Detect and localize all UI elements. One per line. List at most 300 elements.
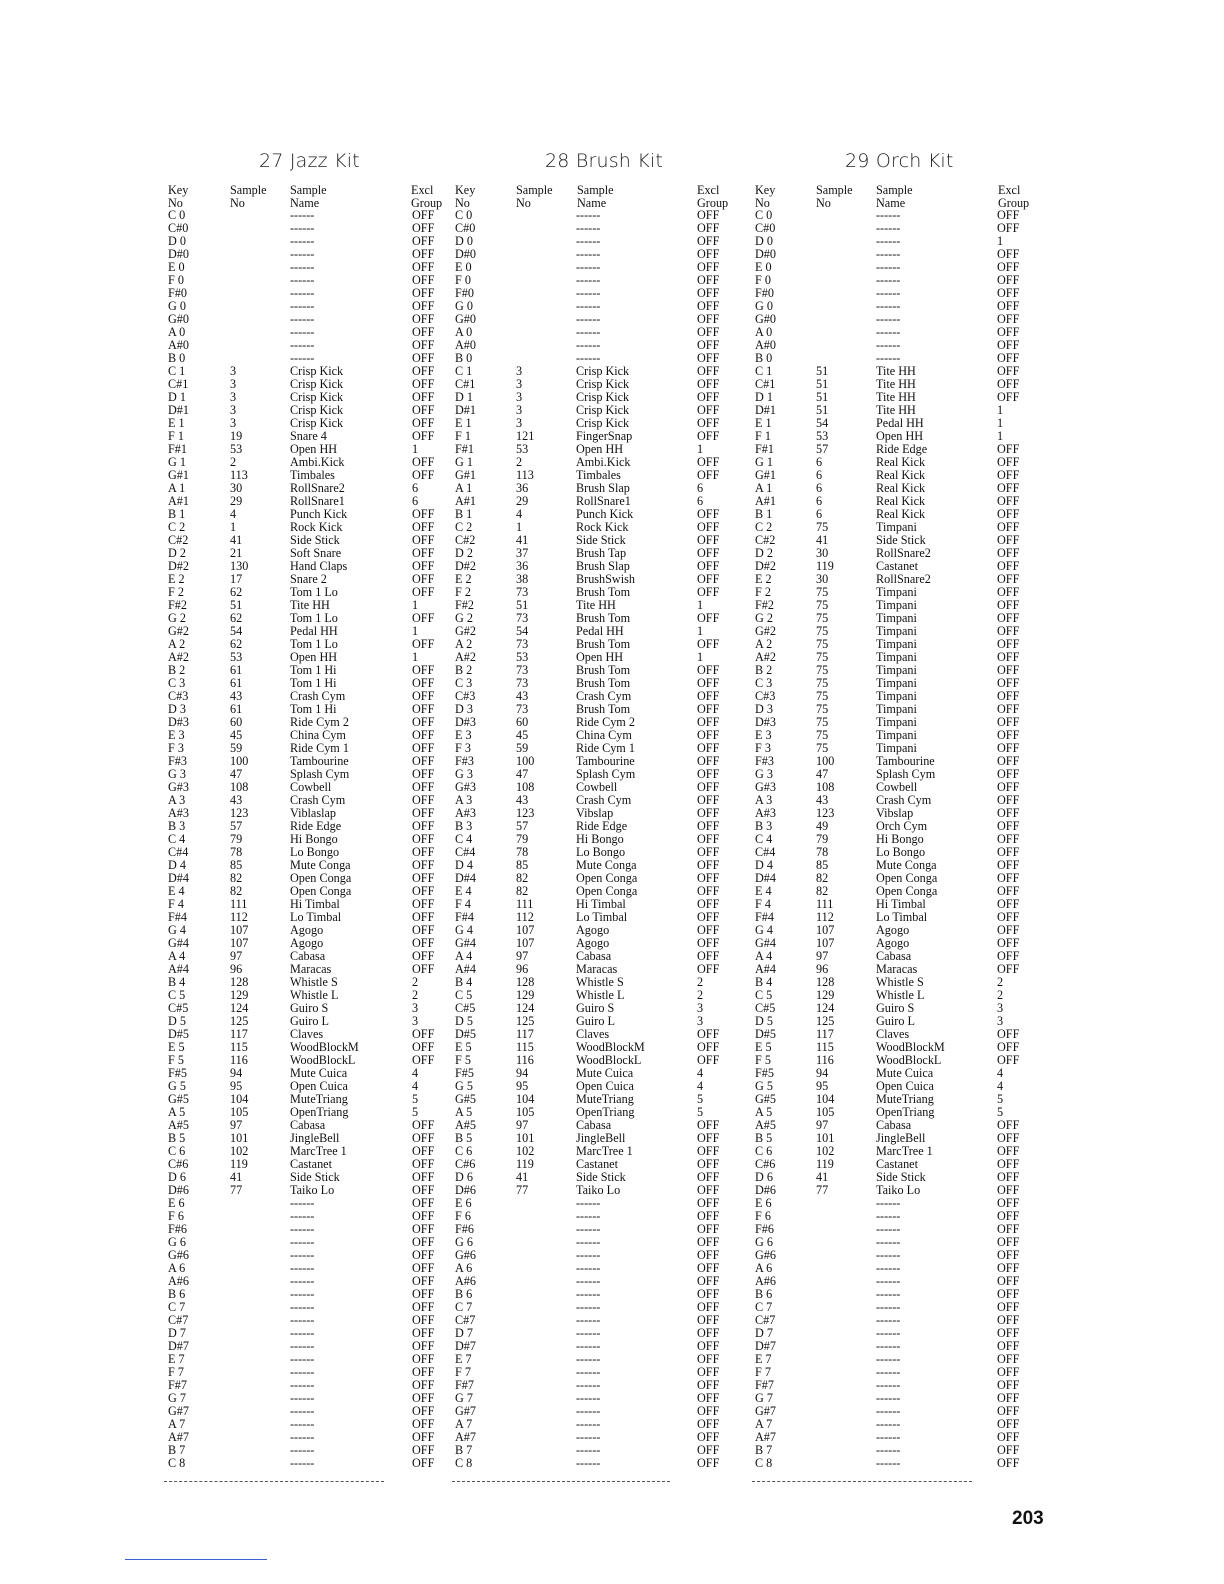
sample-name-cell: Ride Cym 1: [576, 741, 635, 755]
sample-no-cell: 129: [816, 988, 835, 1002]
key-cell: B 4: [755, 975, 773, 989]
sample-no-cell: 6: [816, 507, 823, 521]
key-cell: C#6: [455, 1157, 476, 1171]
sample-name-cell: Open Conga: [876, 884, 938, 898]
sample-name-cell: Crash Cym: [576, 793, 632, 807]
key-cell: F 2: [455, 585, 471, 599]
sample-no-cell: [230, 1366, 248, 1379]
sample-no-cell: 75: [816, 611, 829, 625]
excl-group-cell: OFF: [997, 442, 1020, 456]
sample-no-cell: [816, 235, 834, 248]
sample-name-cell: Cowbell: [876, 780, 918, 794]
sample-no-cell: 112: [816, 910, 834, 924]
sample-no-cell: 96: [230, 962, 243, 976]
excl-group-cell: OFF: [997, 1248, 1020, 1262]
excl-group-cell: 4: [997, 1066, 1004, 1080]
excl-group-cell: OFF: [697, 507, 720, 521]
sample-no-cell: [230, 1314, 248, 1327]
sample-name-cell: ------: [290, 1352, 315, 1366]
sample-name-cell: OpenTriang: [876, 1105, 935, 1119]
sample-no-cell: 128: [816, 975, 835, 989]
key-cell: A 5: [755, 1105, 773, 1119]
excl-group-cell: OFF: [697, 663, 720, 677]
sample-no-cell: 82: [816, 884, 829, 898]
key-cell: G 4: [755, 923, 773, 937]
sample-no-cell: 75: [816, 676, 829, 690]
excl-group-cell: OFF: [412, 299, 435, 313]
excl-group-cell: OFF: [412, 962, 435, 976]
sample-name-cell: Timpani: [876, 611, 917, 625]
sample-name-cell: ------: [576, 1235, 601, 1249]
sample-name-cell: ------: [576, 1430, 601, 1444]
sample-no-cell: 75: [816, 585, 829, 599]
sample-name-cell: Lo Timbal: [576, 910, 628, 924]
sample-name-cell: Open Conga: [576, 871, 638, 885]
excl-group-cell: OFF: [412, 871, 435, 885]
sample-name-cell: Lo Timbal: [876, 910, 928, 924]
sample-name-cell: Tite HH: [876, 377, 916, 391]
excl-group-cell: OFF: [997, 845, 1020, 859]
excl-group-cell: OFF: [412, 741, 435, 755]
key-cell: A#6: [755, 1274, 776, 1288]
excl-group-cell: OFF: [697, 1170, 720, 1184]
key-cell: D#3: [168, 715, 189, 729]
key-cell: F 5: [168, 1053, 184, 1067]
sample-no-column: [516, 183, 534, 1470]
key-cell: G#4: [168, 936, 189, 950]
sample-name-cell: Claves: [290, 1027, 324, 1041]
sample-name-cell: Taiko Lo: [290, 1183, 335, 1197]
sample-name-cell: RollSnare2: [290, 481, 345, 495]
excl-group-cell: OFF: [697, 715, 720, 729]
sample-name-cell: ------: [576, 299, 601, 313]
key-cell: F 1: [455, 429, 471, 443]
key-cell: C 4: [455, 832, 473, 846]
sample-no-cell: [816, 274, 834, 287]
key-cell: F 6: [455, 1209, 471, 1223]
excl-group-cell: 1: [997, 429, 1004, 443]
sample-name-cell: China Cym: [290, 728, 346, 742]
key-cell: D#5: [455, 1027, 476, 1041]
excl-group-cell: OFF: [997, 1261, 1020, 1275]
key-cell: D 0: [168, 234, 186, 248]
excl-group-cell: OFF: [997, 1417, 1020, 1431]
sample-name-cell: Tom 1 Hi: [290, 702, 337, 716]
sample-name-cell: ------: [876, 1274, 901, 1288]
key-cell: G#0: [168, 312, 189, 326]
key-cell: F#7: [455, 1378, 474, 1392]
sample-no-cell: 43: [230, 689, 243, 703]
key-cell: C 2: [455, 520, 473, 534]
sample-no-cell: 112: [516, 910, 534, 924]
excl-group-cell: OFF: [412, 728, 435, 742]
excl-group-cell: OFF: [412, 1118, 435, 1132]
key-cell: G 1: [755, 455, 773, 469]
excl-group-cell: OFF: [412, 1274, 435, 1288]
sample-name-cell: ------: [290, 325, 315, 339]
sample-no-cell: 75: [816, 728, 829, 742]
sample-name-cell: ------: [290, 338, 315, 352]
key-cell: G 2: [755, 611, 773, 625]
excl-group-cell: OFF: [412, 312, 435, 326]
key-cell: D 2: [168, 546, 186, 560]
key-cell: D 5: [455, 1014, 473, 1028]
sample-name-cell: Real Kick: [876, 507, 926, 521]
sample-name-cell: Soft Snare: [290, 546, 342, 560]
sample-name-cell: Crash Cym: [876, 793, 932, 807]
sample-no-cell: 4: [230, 507, 237, 521]
sample-name-column: [876, 183, 945, 1470]
sample-name-cell: Crisp Kick: [576, 416, 630, 430]
excl-group-cell: OFF: [697, 468, 720, 482]
key-cell: D#2: [168, 559, 189, 573]
key-cell: C 6: [168, 1144, 186, 1158]
sample-no-cell: 41: [230, 1170, 243, 1184]
sample-name-cell: ------: [876, 1300, 901, 1314]
key-cell: D 0: [455, 234, 473, 248]
key-cell: C 5: [168, 988, 186, 1002]
sample-no-cell: [516, 1327, 534, 1340]
excl-group-cell: OFF: [412, 689, 435, 703]
excl-group-cell: OFF: [697, 897, 720, 911]
sample-name-cell: Tom 1 Lo: [290, 637, 338, 651]
key-cell: D#2: [455, 559, 476, 573]
excl-group-cell: 4: [697, 1066, 704, 1080]
sample-name-cell: Agogo: [876, 936, 910, 950]
sample-no-cell: 97: [516, 949, 529, 963]
sample-no-cell: 3: [230, 416, 237, 430]
excl-group-cell: OFF: [997, 1378, 1020, 1392]
sample-no-cell: 3: [516, 390, 523, 404]
excl-group-cell: OFF: [697, 260, 720, 274]
sample-name-cell: Brush Slap: [576, 481, 630, 495]
sample-name-cell: RollSnare1: [290, 494, 345, 508]
key-cell: G 0: [455, 299, 473, 313]
sample-name-cell: ------: [876, 260, 901, 274]
excl-group-cell: OFF: [997, 338, 1020, 352]
key-cell: B 3: [755, 819, 773, 833]
sample-no-cell: [516, 287, 534, 300]
sample-no-cell: [516, 1392, 534, 1405]
sample-name-cell: Tom 1 Hi: [290, 663, 337, 677]
sample-no-cell: [816, 1392, 834, 1405]
sample-no-cell: 30: [230, 481, 243, 495]
key-cell: D 3: [455, 702, 473, 716]
sample-no-cell: [230, 274, 248, 287]
sample-no-cell: [816, 1301, 834, 1314]
key-cell: G#7: [168, 1404, 189, 1418]
key-cell: A 7: [168, 1417, 186, 1431]
key-cell: G 2: [455, 611, 473, 625]
sample-name-cell: Timbales: [576, 468, 621, 482]
sample-no-cell: [816, 1340, 834, 1353]
sample-no-cell: 57: [816, 442, 829, 456]
sample-no-cell: [816, 287, 834, 300]
sample-name-cell: WoodBlockM: [576, 1040, 645, 1054]
key-cell: E 4: [168, 884, 185, 898]
excl-group-cell: OFF: [997, 1339, 1020, 1353]
sample-name-cell: OpenTriang: [576, 1105, 635, 1119]
excl-group-cell: 1: [412, 442, 419, 456]
key-cell: G 6: [455, 1235, 473, 1249]
excl-group-cell: OFF: [997, 312, 1020, 326]
excl-group-cell: OFF: [997, 1274, 1020, 1288]
sample-no-cell: [516, 1418, 534, 1431]
key-cell: C#0: [755, 221, 776, 235]
excl-group-cell: OFF: [697, 884, 720, 898]
sample-name-cell: Real Kick: [876, 455, 926, 469]
excl-group-cell: OFF: [697, 806, 720, 820]
key-cell: E 4: [755, 884, 772, 898]
key-cell: D 6: [455, 1170, 473, 1184]
header-sample-no: Sample No: [816, 183, 853, 210]
sample-no-cell: 3: [230, 403, 237, 417]
excl-group-cell: OFF: [412, 936, 435, 950]
sample-no-cell: 51: [816, 403, 829, 417]
key-cell: F 4: [455, 897, 471, 911]
key-cell: D 5: [168, 1014, 186, 1028]
sample-no-cell: [516, 1366, 534, 1379]
excl-group-cell: OFF: [412, 1131, 435, 1145]
key-cell: A#6: [455, 1274, 476, 1288]
sample-no-cell: 43: [230, 793, 243, 807]
sample-name-cell: Splash Cym: [576, 767, 636, 781]
sample-no-cell: 29: [516, 494, 529, 508]
excl-group-cell: OFF: [697, 676, 720, 690]
excl-group-cell: OFF: [997, 715, 1020, 729]
sample-no-cell: 104: [816, 1092, 835, 1106]
sample-no-cell: 62: [230, 611, 243, 625]
sample-name-cell: Timpani: [876, 650, 917, 664]
header-spacer: [816, 196, 834, 209]
sample-name-cell: Crisp Kick: [576, 377, 630, 391]
sample-no-cell: 82: [230, 871, 243, 885]
sample-name-cell: Tambourine: [290, 754, 349, 768]
key-cell: F 0: [168, 273, 184, 287]
key-cell: A 5: [168, 1105, 186, 1119]
key-cell: D 1: [168, 390, 186, 404]
sample-name-cell: Crisp Kick: [576, 403, 630, 417]
sample-no-cell: 104: [230, 1092, 249, 1106]
excl-group-cell: OFF: [697, 1053, 720, 1067]
key-cell: C 7: [168, 1300, 186, 1314]
sample-no-cell: 125: [816, 1014, 835, 1028]
key-cell: G 4: [455, 923, 473, 937]
excl-group-cell: 5: [697, 1092, 704, 1106]
key-cell: D#5: [755, 1027, 776, 1041]
sample-name-cell: Ride Cym 1: [290, 741, 349, 755]
sample-no-cell: 95: [516, 1079, 529, 1093]
header-key-no: Key No: [168, 183, 189, 210]
sample-no-cell: [516, 1197, 534, 1210]
sample-no-cell: 129: [230, 988, 249, 1002]
key-cell: G#3: [455, 780, 476, 794]
key-cell: E 0: [455, 260, 472, 274]
sample-no-cell: 41: [816, 533, 829, 547]
excl-group-cell: OFF: [697, 1404, 720, 1418]
sample-name-cell: ------: [576, 1274, 601, 1288]
sample-no-cell: 85: [516, 858, 529, 872]
excl-group-cell: OFF: [997, 1404, 1020, 1418]
excl-group-cell: OFF: [997, 494, 1020, 508]
sample-name-column: [290, 183, 359, 1470]
key-cell: E 7: [168, 1352, 185, 1366]
sample-no-cell: 107: [816, 936, 835, 950]
excl-group-cell: OFF: [412, 702, 435, 716]
sample-name-cell: ------: [876, 286, 901, 300]
excl-group-cell: OFF: [697, 312, 720, 326]
sample-name-cell: Tambourine: [876, 754, 935, 768]
key-cell: C#5: [168, 1001, 189, 1015]
sample-name-cell: ------: [290, 312, 315, 326]
sample-name-cell: Ride Cym 2: [290, 715, 349, 729]
header-spacer: [876, 183, 945, 196]
key-cell: A 4: [455, 949, 473, 963]
key-column: [755, 183, 776, 1470]
excl-group-cell: OFF: [412, 637, 435, 651]
sample-no-cell: 3: [230, 377, 237, 391]
excl-group-cell: OFF: [412, 260, 435, 274]
sample-no-cell: 125: [516, 1014, 535, 1028]
excl-group-cell: OFF: [997, 1352, 1020, 1366]
excl-group-cell: 4: [997, 1079, 1004, 1093]
excl-group-cell: OFF: [697, 429, 720, 443]
excl-group-cell: OFF: [412, 1248, 435, 1262]
excl-group-cell: OFF: [412, 533, 435, 547]
key-cell: A 0: [168, 325, 186, 339]
key-cell: G 0: [755, 299, 773, 313]
sample-name-cell: Side Stick: [290, 533, 340, 547]
header-spacer: [168, 183, 189, 196]
key-cell: G 3: [755, 767, 773, 781]
key-cell: A#7: [168, 1430, 189, 1444]
sample-no-cell: 47: [516, 767, 529, 781]
key-cell: E 6: [455, 1196, 472, 1210]
sample-no-cell: 30: [816, 572, 829, 586]
excl-group-cell: OFF: [412, 1027, 435, 1041]
excl-group-column: [997, 183, 1019, 1470]
excl-group-cell: OFF: [412, 1443, 435, 1457]
key-cell: F#6: [455, 1222, 474, 1236]
sample-no-cell: [230, 287, 248, 300]
sample-name-cell: MarcTree 1: [576, 1144, 633, 1158]
key-cell: C#6: [755, 1157, 776, 1171]
sample-name-cell: ------: [876, 338, 901, 352]
sample-name-cell: Castanet: [876, 559, 918, 573]
key-cell: D#1: [168, 403, 189, 417]
sample-no-cell: [816, 1314, 834, 1327]
sample-no-cell: 47: [816, 767, 829, 781]
key-cell: F#7: [168, 1378, 187, 1392]
sample-name-cell: Guiro L: [576, 1014, 615, 1028]
excl-group-cell: OFF: [697, 325, 720, 339]
sample-no-cell: [230, 1340, 248, 1353]
key-cell: F#1: [455, 442, 474, 456]
key-cell: F#0: [755, 286, 774, 300]
key-cell: B 2: [755, 663, 773, 677]
header-sample-name: Sample Name: [290, 183, 327, 210]
sample-no-cell: [516, 1457, 534, 1470]
key-cell: B 7: [168, 1443, 186, 1457]
key-cell: A 4: [168, 949, 186, 963]
sample-name-cell: ------: [876, 299, 901, 313]
header-spacer: [516, 196, 534, 209]
excl-group-cell: OFF: [697, 1313, 720, 1327]
sample-no-cell: 43: [516, 793, 529, 807]
sample-name-cell: ------: [876, 1430, 901, 1444]
sample-name-cell: JingleBell: [576, 1131, 626, 1145]
footer-rule: [125, 1559, 267, 1560]
excl-group-cell: OFF: [997, 572, 1020, 586]
sample-no-cell: 61: [230, 676, 243, 690]
sample-name-cell: Ambi.Kick: [290, 455, 345, 469]
excl-group-cell: OFF: [697, 1144, 720, 1158]
sample-no-cell: [816, 1353, 834, 1366]
key-cell: A#1: [168, 494, 189, 508]
sample-no-cell: 62: [230, 637, 243, 651]
sample-name-cell: Cabasa: [576, 949, 612, 963]
sample-no-cell: 102: [516, 1144, 535, 1158]
sample-no-cell: 53: [230, 442, 243, 456]
sample-no-cell: 36: [516, 481, 529, 495]
excl-group-cell: OFF: [997, 806, 1020, 820]
header-spacer: [816, 183, 834, 196]
excl-group-cell: OFF: [997, 1027, 1020, 1041]
sample-name-cell: Timbales: [290, 468, 335, 482]
sample-no-cell: 73: [516, 702, 529, 716]
sample-no-cell: 117: [230, 1027, 248, 1041]
sample-name-cell: Agogo: [290, 936, 324, 950]
key-cell: E 0: [168, 260, 185, 274]
sample-no-cell: [816, 1210, 834, 1223]
sample-no-cell: 38: [516, 572, 529, 586]
excl-group-cell: 6: [697, 481, 704, 495]
sample-no-cell: 115: [816, 1040, 834, 1054]
sample-no-cell: 102: [816, 1144, 835, 1158]
sample-name-cell: Open HH: [576, 442, 624, 456]
excl-group-cell: 1: [697, 624, 704, 638]
sample-name-cell: Mute Conga: [290, 858, 351, 872]
header-spacer: [230, 196, 248, 209]
key-cell: F 7: [755, 1365, 771, 1379]
header-key-no: Key No: [755, 183, 776, 210]
key-cell: G 3: [168, 767, 186, 781]
excl-group-cell: OFF: [697, 533, 720, 547]
header-spacer: [230, 183, 248, 196]
excl-group-cell: OFF: [697, 832, 720, 846]
excl-group-cell: OFF: [412, 897, 435, 911]
sample-no-cell: 43: [516, 689, 529, 703]
sample-name-cell: Hi Bongo: [576, 832, 624, 846]
excl-group-cell: OFF: [997, 1222, 1020, 1236]
excl-group-cell: OFF: [412, 832, 435, 846]
excl-group-cell: OFF: [412, 1157, 435, 1171]
excl-group-cell: OFF: [997, 299, 1020, 313]
sample-no-cell: 36: [516, 559, 529, 573]
sample-no-cell: 124: [816, 1001, 835, 1015]
key-cell: G#6: [168, 1248, 189, 1262]
excl-group-cell: OFF: [697, 1027, 720, 1041]
key-cell: G 6: [168, 1235, 186, 1249]
excl-group-cell: 1: [697, 442, 704, 456]
sample-no-cell: [516, 1210, 534, 1223]
sample-name-cell: Pedal HH: [290, 624, 338, 638]
sample-name-cell: ------: [876, 221, 901, 235]
header-sample-name: Sample Name: [876, 183, 913, 210]
sample-no-cell: [816, 222, 834, 235]
excl-group-cell: OFF: [997, 1144, 1020, 1158]
sample-name-cell: Agogo: [876, 923, 910, 937]
